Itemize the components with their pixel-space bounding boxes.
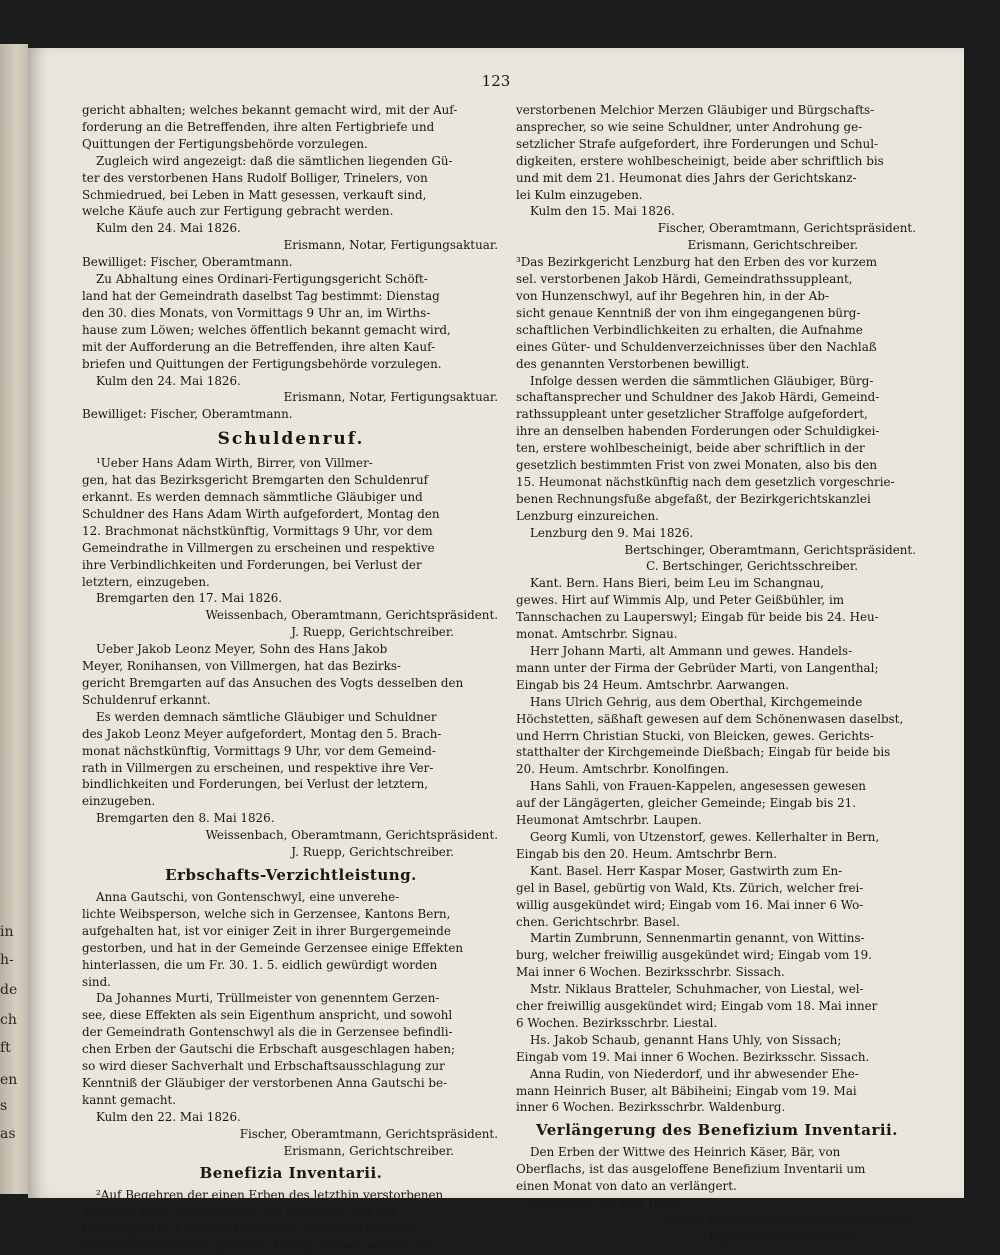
right-column-line: sicht genaue Kenntniß der von ihm eingegangenen bürg- [516,305,861,320]
left-column-line: J. Ruepp, Gerichtschreiber. [291,625,454,640]
left-column-line: kannt gemacht. [82,1092,177,1107]
facing-page-fragment: as [0,1126,16,1142]
section-heading: Schuldenruf. [217,429,365,450]
right-column-line: 15. Heumonat nächstkünftig nach dem gesetzlich vorgeschrie- [516,474,895,489]
left-column-line: Bezirksgericht Kulm das Beneszium Inventarii über den [82,1222,420,1237]
left-column-line: J. Ruepp, Gerichtschreiber. [291,845,454,860]
left-column-line: chen Erben der Gautschi die Erbschaft ausgeschlagen haben; [82,1042,456,1057]
facing-page-fragment: ch [0,1012,17,1028]
right-column-line: ihre an denselben habenden Forderungen oder Schuldigkei- [516,424,880,439]
right-column-line: Erismann, Gerichtschreiber. [687,238,858,253]
right-column-line: Eingab vom 19. Mai inner 6 Wochen. Bezirksschr. Sissach. [516,1049,870,1064]
left-column-line: gen, hat das Bezirksgericht Bremgarten den Schuldenruf [82,473,429,488]
left-column-line: Meyer, Ronihansen, von Villmergen, hat das Bezirks- [82,659,401,674]
left-column-line: Bremgarten den 8. Mai 1826. [96,811,275,826]
left-column-line: des Jakob Leonz Meyer aufgefordert, Montag den 5. Brach- [82,726,442,741]
right-column-line: Herr Johann Marti, alt Ammann und gewes. Handels- [530,644,853,658]
right-column-line: gel in Basel, gebürtig von Wald, Kts. Zürich, welcher frei- [516,880,864,895]
left-column-line: Bremgarten den 17. Mai 1826. [96,591,283,606]
right-column-line: ansprecher, so wie seine Schuldner, unter Androhung ge- [516,119,863,134]
left-column-line: Erismann, Gerichtschreiber. [283,1143,454,1158]
right-column-line: Bertschinger, Oberamtmann, Gerichtspräsident. [624,542,916,557]
right-column-line: schaftansprecher und Schuldner des Jakob Härdi, Gemeind- [516,390,880,405]
left-column-line: briefen und Quittungen der Fertigungsbehörde vorzulegen. [82,356,442,371]
right-column-line: Heumonat Amtschrbr. Laupen. [516,813,702,828]
left-column-line: letztern, einzugeben. [82,574,210,589]
right-column-line: und mit dem 21. Heumonat dies Jahrs der Gerichtskanz- [516,170,857,185]
right-column-line: Eingab bis den 20. Heum. Amtschrbr Bern. [516,846,777,861]
right-column-line: Brugg den 22. Mai 1826. [530,1196,681,1211]
right-column-line: Mai inner 6 Wochen. Bezirksschrbr. Sissach. [516,965,785,980]
right-column-line: Höchstetten, säßhaft gewesen auf dem Schönenwasen daselbst, [516,711,904,726]
left-column-line: welche Käufe auch zur Fertigung gebracht werden. [82,204,394,219]
page-number: 123 [481,72,511,90]
left-column-line: ter des verstorbenen Hans Rudolf Bolliger, Trinelers, von [82,170,428,185]
right-column-line: Lenzburg einzureichen. [516,508,659,523]
left-column-line: Weissenbach, Oberamtmann, Gerichtspräsident. [205,828,498,843]
section-heading: Benefizia Inventarii. [199,1164,383,1183]
right-column-line: rathssuppleant unter gesetzlicher Straffolge aufgefordert, [516,407,868,422]
right-column-line: ³Das Bezirkgericht Lenzburg hat den Erben des vor kurzem [516,255,878,270]
left-column-line: Fischer, Oberamtmann, Gerichtspräsident. [239,1126,498,1141]
right-column-line: schaftlichen Verbindlichkeiten zu erhalten, die Aufnahme [516,322,863,337]
left-column-line: hinterlassen, die um Fr. 30. 1. 5. eidlich gewürdigt worden [82,957,438,972]
right-column-line: inner 6 Wochen. Bezirksschrbr. Waldenburg. [516,1100,786,1115]
left-column-line: Kulm den 24. Mai 1826. [96,221,241,236]
right-column-line: auf der Längägerten, gleicher Gemeinde; Eingab bis 21. [516,796,857,811]
right-column-line: eines Güter- und Schuldenverzeichnisses über den Nachlaß [516,339,877,354]
left-column [82,102,500,1255]
right-column-line: Infolge dessen werden die sämmtlichen Gläubiger, Bürg- [530,373,874,388]
right-column-line: lei Kulm einzugeben. [516,187,643,202]
right-column-line: Eingab bis 24 Heum. Amtschrbr. Aarwangen. [516,677,790,692]
right-column-line: 20. Heum. Amtschrbr. Konolfingen. [516,762,729,777]
left-column-line: Weissenbach, Oberamtmann, Gerichtspräsident. [205,608,498,623]
left-column-line: Kenntniß der Gläubiger der verstorbenen Anna Gautschi be- [82,1075,448,1090]
left-column-line: Da Johannes Murti, Trüllmeister von genenntem Gerzen- [96,991,440,1006]
left-column-line: bindlichkeiten und Forderungen, bei Verlust der letztern, [82,777,429,792]
right-column-line: setzlicher Strafe aufgefordert, ihre Forderungen und Schul- [516,136,879,151]
right-column-line: 6 Wochen. Bezirksschrbr. Liestal. [516,1015,718,1030]
left-column-line: Schuldner des Hans Adam Wirth aufgefordert, Montag den [82,506,440,521]
left-column-line: Zugleich wird angezeigt: daß die sämtlichen liegenden Gü- [96,153,453,168]
section-heading: Erbschafts-Verzichtleistung. [165,865,417,884]
left-column-line: der Gemeindrath Gontenschwyl als die in Gerzensee befindli- [82,1025,453,1040]
left-column-line: gestorben, und hat in der Gemeinde Gerzensee einige Effekten [82,940,464,955]
left-column-line: erkannt. Es werden demnach sämmtliche Gläubiger und [82,490,423,505]
right-column-line: monat. Amtschrbr. Signau. [516,627,678,642]
left-column-line: den 30. dies Monats, von Vormittags 9 Uhr an, im Wirths- [82,305,431,320]
right-column-line: statthalter der Kirchgemeinde Dießbach; Eingab für beide bis [516,745,891,760]
left-column-line: Nachlaß dieses Merz gestattet. Infolge dessen werden des [82,1239,436,1254]
facing-page-fragment: de [0,982,18,998]
left-column-line: Schuldenruf erkannt. [82,692,211,707]
left-column-line: Schmiedrued, bei Leben in Matt gesessen, verkauft sind, [82,187,427,202]
left-column-line: Erismann, Notar, Fertigungsaktuar. [283,238,498,253]
right-column-line: Mstr. Niklaus Bratteler, Schuhmacher, von Liestal, wel- [530,982,864,997]
right-column-line: Georg Kumli, von Utzenstorf, gewes. Kellerhalter in Bern, [530,829,880,844]
right-column-line: Anna Rudin, von Niederdorf, und ihr abwesender Ehe- [530,1066,859,1081]
right-column-line: verstorbenen Melchior Merzen Gläubiger und Bürgschafts- [516,103,875,117]
left-column-line: rath in Villmergen zu erscheinen, und respektive ihre Ver- [82,760,434,775]
left-column-line: ihre Verbindlichkeiten und Forderungen, bei Verlust der [82,557,422,572]
right-column-line: Kulm den 15. Mai 1826. [530,204,675,219]
left-column-line: Zu Abhaltung eines Ordinari-Fertigungsgericht Schöft- [96,272,428,287]
left-column-line: gericht Bremgarten auf das Ansuchen des Vogts desselben den [82,676,464,690]
right-column-line: chen. Gerichtschrbr. Basel. [516,914,680,929]
right-column-line: benen Rechnungsfuße abgefaßt, der Bezirkgerichtskanzlei [516,491,871,506]
facing-page-fragment: h- [0,952,14,968]
left-column-line: land hat der Gemeindrath daselbst Tag bestimmt: Dienstag [82,288,440,303]
right-column [516,102,918,1246]
left-column-line: Kulm den 22. Mai 1826. [96,1109,241,1124]
facing-page-fragment: in [0,924,14,940]
right-column-line: Den Erben der Wittwe des Heinrich Käser, Bär, von [530,1145,841,1160]
left-column-line: sind. [82,974,111,989]
right-column-line: cher freiwillig ausgekündet wird; Eingab vom 18. Mai inner [516,999,878,1014]
right-column-line: gesetzlich bestimmten Frist von zwei Monaten, also bis den [516,458,878,473]
right-column-line: Tannschachen zu Lauperswyl; Eingab für beide bis 24. Heu- [516,610,879,625]
right-column-line: willig ausgekündet wird; Eingab vom 16. Mai inner 6 Wo- [516,897,864,912]
left-column-line: gericht abhalten; welches bekannt gemacht wird, mit der Auf- [82,103,458,117]
left-column-line: 12. Brachmonat nächstkünftig, Vormittags 9 Uhr, vor dem [82,523,433,538]
left-column-line: Anna Gautschi, von Gontenschwyl, eine unverehe- [96,889,400,904]
left-column-line: mit der Aufforderung an die Betreffenden, ihre alten Kauf- [82,339,436,354]
facing-page-fragment: en [0,1072,18,1088]
right-column-line: Lenzburg den 9. Mai 1826. [530,525,694,540]
right-column-line: Jäger, Gerichtsschreiber. [708,1229,858,1244]
right-column-line: des genannten Verstorbenen bewilligt. [516,356,750,371]
left-column-line: lichte Weibsperson, welche sich in Gerzensee, Kantons Bern, [82,906,451,921]
left-column-line: Kulm den 24. Mai 1826. [96,373,241,388]
left-column-line: hause zum Löwen; welches öffentlich bekannt gemacht wird, [82,322,451,337]
right-column-line: C. Bertschinger, Gerichtsschreiber. [646,559,858,574]
right-column-line: Kant. Basel. Herr Kaspar Moser, Gastwirth zum En- [530,863,843,878]
right-column-line: mann unter der Firma der Gebrüder Marti, von Langenthal; [516,660,879,675]
right-column-line: Hs. Jakob Schaub, genannt Hans Uhly, von Sissach; [530,1032,842,1047]
left-column-line: ¹Ueber Hans Adam Wirth, Birrer, von Villmer- [96,456,373,471]
right-column-line: Fischer, Oberamtmann, Gerichtspräsident. [657,221,916,236]
right-column-line: und Herrn Christian Stucki, von Bleicken, gewes. Gerichts- [516,728,874,743]
right-column-line: Martin Zumbrunn, Sennenmartin genannt, von Wittins- [530,931,865,946]
facing-page-fragment: s [0,1098,8,1114]
right-column-line: von Hunzenschwyl, auf ihr Begehren hin, in der Ab- [516,288,829,303]
left-column-line: Bewilliget: Fischer, Oberamtmann. [82,255,293,270]
right-column-line: digkeiten, erstere wohlbescheinigt, beide aber schriftlich bis [516,153,884,168]
facing-page-fragment: ft [0,1040,11,1056]
left-column-line: Es werden demnach sämtliche Gläubiger und Schuldner [96,709,437,724]
right-column-line: gewes. Hirt auf Wimmis Alp, und Peter Geißbühler, im [516,593,845,608]
right-column-line: Hans Ulrich Gehrig, aus dem Oberthal, Kirchgemeinde [530,694,863,709]
left-column-line: Erismann, Notar, Fertigungsaktuar. [283,390,498,405]
left-column-line: Ueber Jakob Leonz Meyer, Sohn des Hans Jakob [96,642,388,657]
right-column-line: sel. verstorbenen Jakob Härdi, Gemeindrathssuppleant, [516,272,853,287]
left-column-line: Melchior Merz, Rüdelhansen von Menziken, hat das [82,1205,397,1220]
left-column-line: aufgehalten hat, ist vor einiger Zeit in ihrer Burgergemeinde [82,923,451,938]
left-column-line: so wird dieser Sachverhalt und Erbschaftsausschlagung zur [82,1059,445,1074]
left-column-line: Gemeindrathe in Villmergen zu erscheinen und respektive [82,540,435,555]
right-column-line: burg, welcher freiwillig ausgekündet wird; Eingab vom 19. [516,948,873,963]
right-column-line: mann Heinrich Buser, alt Bäbiheini; Eingab vom 19. Mai [516,1083,857,1098]
left-column-line: see, diese Effekten als sein Eigenthum anspricht, und sowohl [82,1008,453,1023]
left-column-line: Bewilliget: Fischer, Oberamtmann. [82,407,293,422]
right-column-line: Belart, Oberamtmann, Gerichtspräsident. [664,1213,916,1227]
right-column-line: Kant. Bern. Hans Bieri, beim Leu im Schangnau, [530,576,825,591]
newspaper-page [28,48,964,1254]
facing-page-edge [0,44,28,1194]
left-column-line: monat nächstkünftig, Vormittags 9 Uhr, vor dem Gemeind- [82,743,436,758]
right-column-line: Hans Sahli, von Frauen-Kappelen, angesessen gewesen [530,779,866,794]
section-heading: Verlängerung des Benefizium Inventarii. [536,1121,898,1140]
right-column-line: einen Monat von dato an verlängert. [516,1179,737,1194]
left-column-line: einzugeben. [82,794,156,809]
left-column-line: ²Auf Begehren der einen Erben des letzthin verstorbenen [96,1188,444,1203]
right-column-line: ten, erstere wohlbescheinigt, beide aber schriftlich in der [516,441,865,456]
left-column-line: forderung an die Betreffenden, ihre alten Fertigbriefe und [82,119,435,134]
left-column-line: Quittungen der Fertigungsbehörde vorzulegen. [82,136,368,151]
right-column-line: Oberflachs, ist das ausgeloffene Benefizium Inventarii um [516,1162,866,1177]
